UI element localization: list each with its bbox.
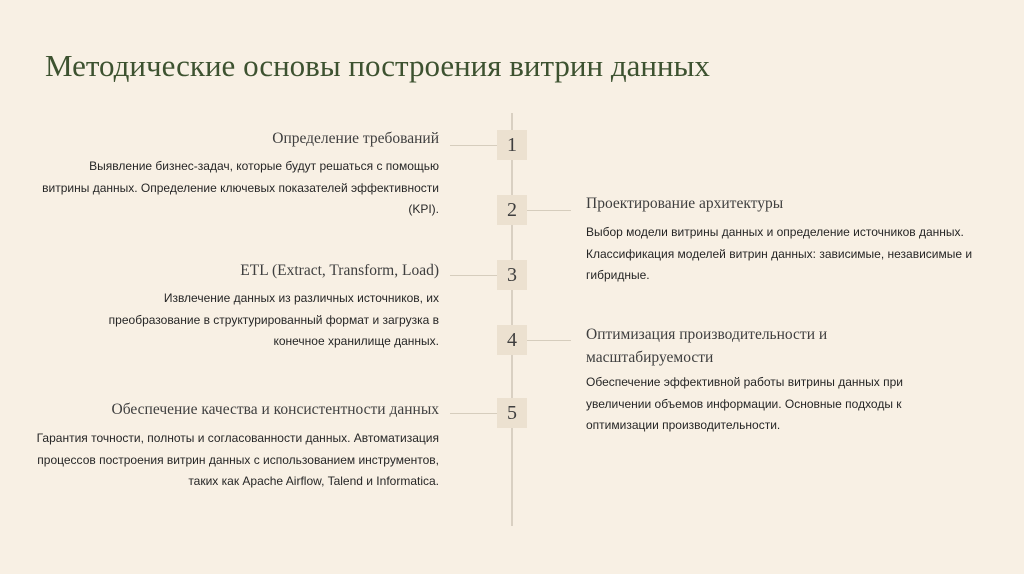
connector-5	[450, 413, 497, 414]
step-1-description: Выявление бизнес-задач, которые будут решаться с помощью витрины данных. Определение ключевых показателей эффективности (KPI).	[42, 159, 439, 216]
step-number-1: 1	[497, 130, 527, 160]
step-number-5: 5	[497, 398, 527, 428]
step-5-description: Гарантия точности, полноты и согласованности данных. Автоматизация процессов построения витрин данных с использованием инструментов, таких как Apache Airflow, Talend и Informatica.	[36, 431, 439, 488]
step-2-description: Выбор модели витрины данных и определение источников данных. Классификация моделей витрин данных: зависимые, независимые и гибридные.	[586, 225, 973, 282]
step-4-title: Оптимизация производительности и масштабируемости	[586, 326, 828, 366]
step-4-description: Обеспечение эффективной работы витрины данных при увеличении объемов информации. Основные подходы к оптимизации производительности.	[586, 375, 904, 432]
step-5-title: Обеспечение качества и консистентности данных	[111, 401, 439, 418]
connector-2	[527, 210, 571, 211]
step-3-title: ETL (Extract, Transform, Load)	[240, 262, 439, 279]
step-number-3: 3	[497, 260, 527, 290]
step-number-2: 2	[497, 195, 527, 225]
connector-3	[450, 275, 497, 276]
slide-title: Методические основы построения витрин данных	[45, 48, 710, 83]
step-1-title: Определение требований	[272, 130, 439, 147]
step-2-title: Проектирование архитектуры	[586, 195, 784, 212]
step-3-description: Извлечение данных из различных источников, их преобразование в структурированный формат и загрузка в конечное хранилище данных.	[108, 291, 439, 348]
step-number-4: 4	[497, 325, 527, 355]
timeline-axis	[511, 113, 513, 526]
connector-1	[450, 145, 497, 146]
connector-4	[527, 340, 571, 341]
